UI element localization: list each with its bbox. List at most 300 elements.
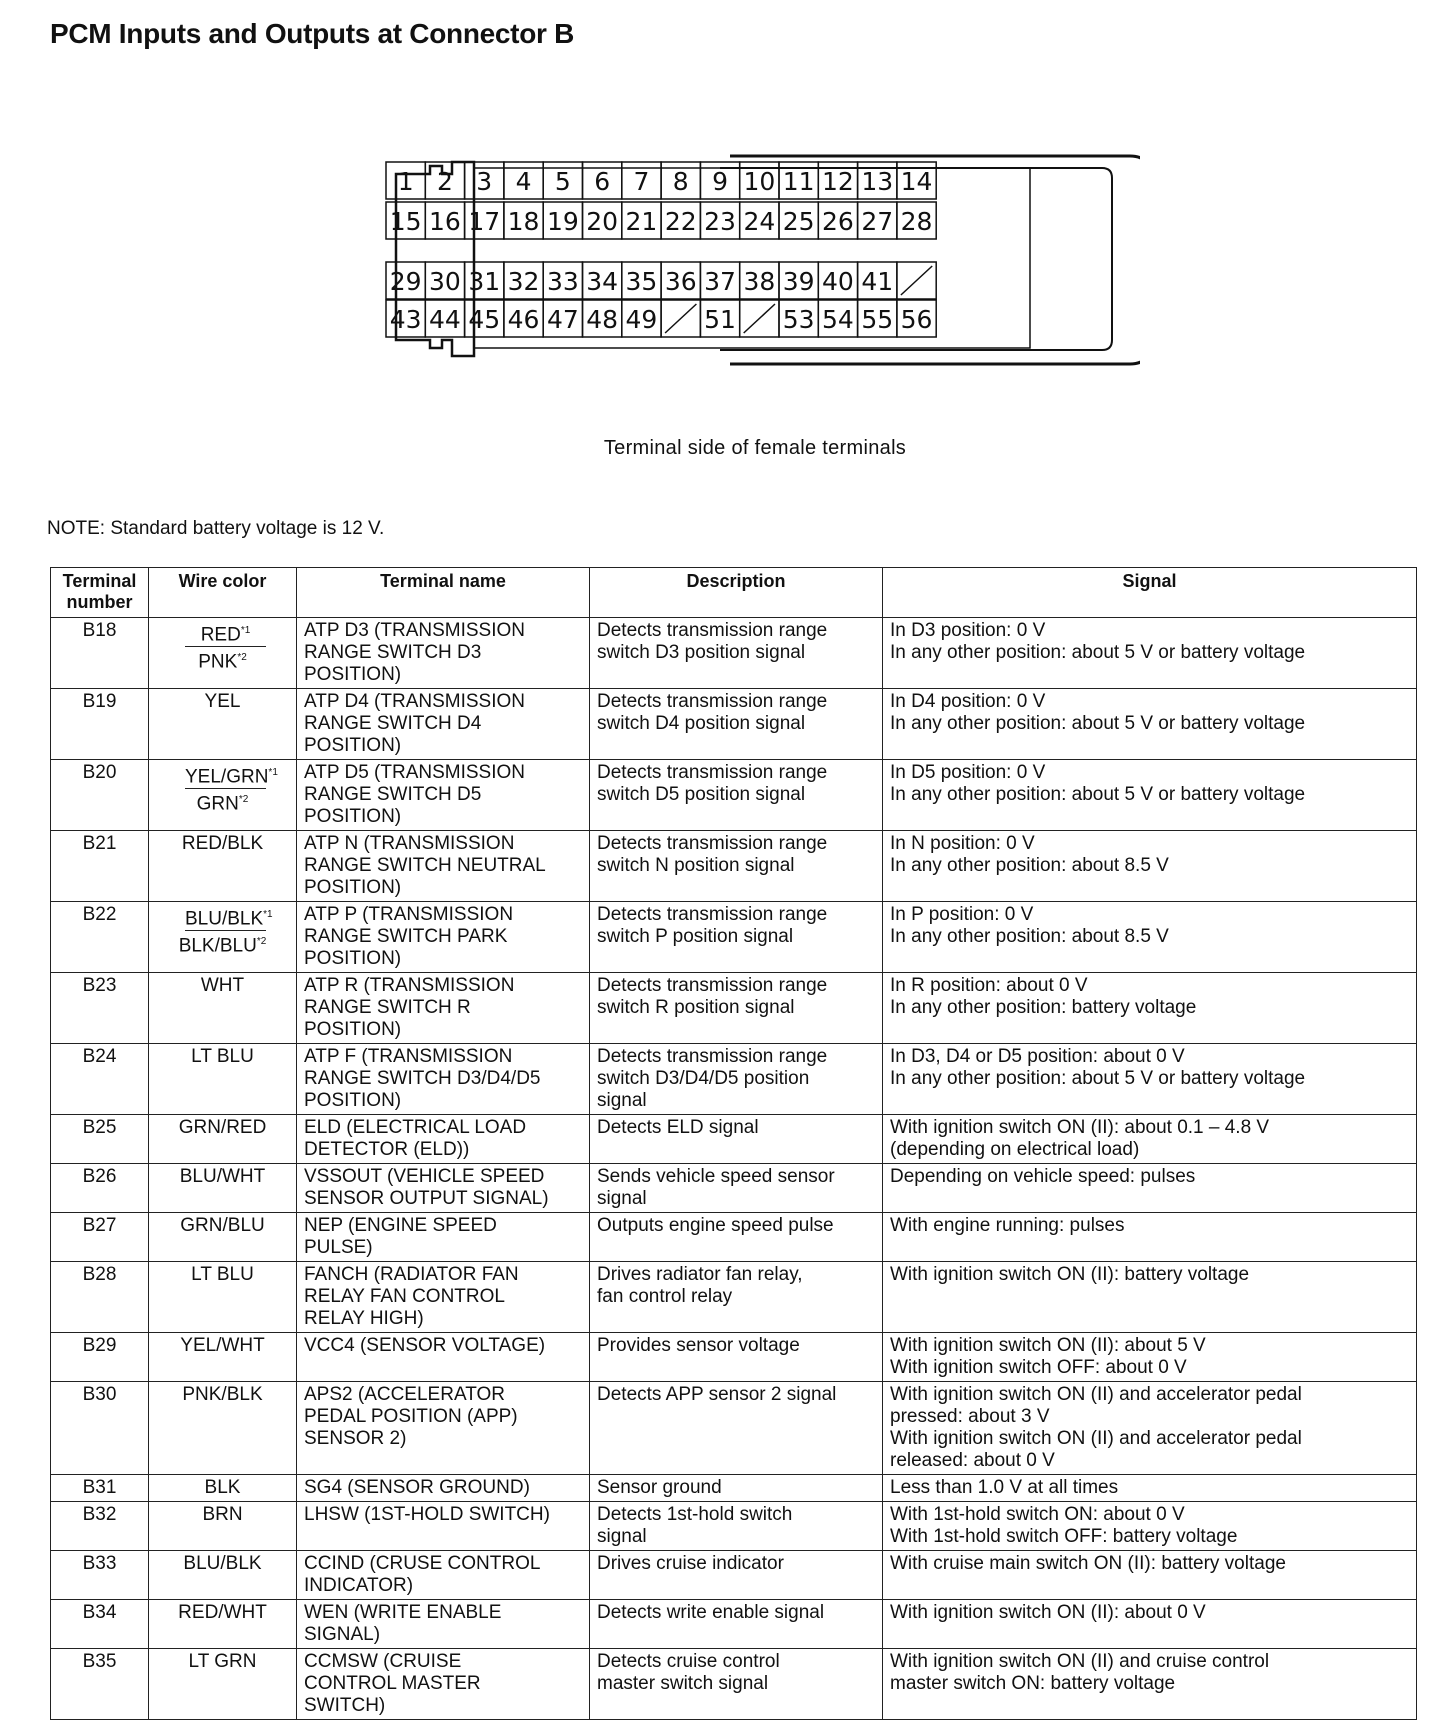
unused-cell-slash	[744, 304, 775, 333]
table-row	[51, 1502, 1417, 1551]
terminal-number: B19	[51, 689, 149, 760]
terminal-name-line: RANGE SWITCH R	[304, 997, 471, 1018]
terminal-name-line: INDICATOR)	[304, 1575, 414, 1596]
terminal-name-line: VSSOUT (VEHICLE SPEED	[304, 1166, 545, 1187]
signal	[883, 1382, 1417, 1475]
connector-cell-47	[543, 300, 582, 337]
table-row	[51, 1262, 1417, 1333]
header-wire-color: Wire color	[149, 568, 297, 618]
terminal-number: B28	[51, 1262, 149, 1333]
wire-color-text: LT GRN	[188, 1651, 257, 1672]
table-row	[51, 1115, 1417, 1164]
wire-color-text: RED	[200, 624, 241, 646]
wire-color-text: BLK	[204, 1477, 241, 1498]
connector-cell-label: 21	[625, 207, 658, 236]
description-line: switch P position signal	[597, 926, 794, 947]
signal	[883, 1164, 1417, 1213]
connector-cell-18	[504, 202, 543, 239]
connector-cell-32	[504, 262, 543, 299]
terminal-number: B27	[51, 1213, 149, 1262]
signal-line: With ignition switch ON (II) and accelerator pedal	[890, 1428, 1302, 1449]
terminal-name	[297, 1382, 590, 1475]
connector-cell-label: 55	[861, 305, 894, 334]
connector-cell-empty	[661, 300, 700, 337]
wire-color-cell	[149, 1213, 297, 1262]
wire-color	[185, 762, 278, 789]
connector-cell-37	[700, 262, 739, 299]
description-line: Drives radiator fan relay,	[597, 1264, 803, 1285]
terminal-name-line: POSITION)	[304, 735, 402, 756]
signal-line: master switch ON: battery voltage	[890, 1673, 1176, 1694]
table-row	[51, 689, 1417, 760]
wire-color-cell	[149, 973, 297, 1044]
connector-cell-label: 27	[861, 207, 894, 236]
terminal-number: B24	[51, 1044, 149, 1115]
terminal-name-line: POSITION)	[304, 806, 402, 827]
connector-cell-label: 38	[743, 267, 776, 296]
signal	[883, 1600, 1417, 1649]
terminal-name-line: POSITION)	[304, 1019, 402, 1040]
terminal-name-line: ATP P (TRANSMISSION	[304, 904, 514, 925]
connector-cell-label: 8	[672, 167, 689, 196]
description	[590, 1475, 883, 1502]
table-row	[51, 1475, 1417, 1502]
wire-color-cell	[149, 689, 297, 760]
connector-cell-label: 15	[389, 207, 422, 236]
connector-cell-label: 34	[586, 267, 619, 296]
terminal-number: B31	[51, 1475, 149, 1502]
terminal-name	[297, 760, 590, 831]
signal	[883, 1502, 1417, 1551]
signal	[883, 902, 1417, 973]
terminal-name-line: SIGNAL)	[304, 1624, 381, 1645]
signal-line: (depending on electrical load)	[890, 1139, 1140, 1160]
connector-cell-label: 30	[429, 267, 461, 296]
header-terminal-line1: Terminal	[62, 571, 137, 591]
wire-color-text: RED/BLK	[181, 833, 264, 854]
wire-color	[185, 904, 273, 931]
terminal-number: B34	[51, 1600, 149, 1649]
unused-cell-slash	[901, 266, 932, 295]
description-line: Outputs engine speed pulse	[597, 1215, 834, 1236]
wire-color	[151, 931, 294, 957]
connector-cell-27	[858, 202, 897, 239]
wire-color	[151, 1477, 294, 1499]
table-row	[51, 1044, 1417, 1115]
terminal-name	[297, 1115, 590, 1164]
description-line: switch D5 position signal	[597, 784, 806, 805]
connector-cell-22	[661, 202, 700, 239]
table-row	[51, 1333, 1417, 1382]
description-line: Sensor ground	[597, 1477, 722, 1498]
wire-color	[151, 1651, 294, 1673]
signal-line: In D3 position: 0 V	[890, 620, 1046, 641]
connector-cell-28	[897, 202, 936, 239]
connector-cell-label: 18	[507, 207, 540, 236]
wire-color	[185, 620, 266, 647]
terminal-name-line: NEP (ENGINE SPEED	[304, 1215, 497, 1236]
connector-cell-empty	[740, 300, 779, 337]
wire-color-cell	[149, 902, 297, 973]
terminal-name	[297, 1262, 590, 1333]
wire-color-cell	[149, 831, 297, 902]
connector-cell-53	[779, 300, 818, 337]
connector-cell-11	[779, 162, 818, 199]
signal-line: In any other position: about 5 V or battery voltage	[890, 713, 1306, 734]
signal	[883, 1551, 1417, 1600]
terminal-name-line: POSITION)	[304, 877, 402, 898]
battery-note: NOTE: Standard battery voltage is 12 V.	[47, 518, 385, 539]
terminal-name-line: RANGE SWITCH PARK	[304, 926, 508, 947]
wire-color	[151, 833, 294, 855]
terminal-name-line: POSITION)	[304, 948, 402, 969]
connector-cell-33	[543, 262, 582, 299]
wire-color	[151, 647, 294, 673]
connector-cell-label: 40	[822, 267, 854, 296]
terminal-name-line: SENSOR 2)	[304, 1428, 407, 1449]
wire-footnote: *2	[237, 652, 247, 664]
wire-footnote: *2	[256, 936, 267, 948]
description-line: Sends vehicle speed sensor	[597, 1166, 835, 1187]
connector-cell-label: 2	[436, 167, 453, 196]
wire-color	[151, 1384, 294, 1406]
signal-line: In D5 position: 0 V	[890, 762, 1046, 783]
connector-cell-label: 28	[900, 207, 933, 236]
description-line: switch D4 position signal	[597, 713, 806, 734]
connector-cell-12	[818, 162, 857, 199]
terminal-name	[297, 1475, 590, 1502]
signal-line: With ignition switch ON (II): battery voltage	[890, 1264, 1250, 1285]
connector-cell-54	[818, 300, 857, 337]
wire-footnote: *1	[268, 767, 278, 778]
signal-line: With ignition switch ON (II) and accelerator pedal	[890, 1384, 1302, 1405]
wire-color-text: LT BLU	[191, 1264, 254, 1285]
terminal-number: B35	[51, 1649, 149, 1720]
description-line: Drives cruise indicator	[597, 1553, 784, 1574]
connector-cell-label: 17	[468, 207, 501, 236]
table-row	[51, 973, 1417, 1044]
signal	[883, 1649, 1417, 1720]
terminal-name-line: CONTROL MASTER	[304, 1673, 481, 1694]
wire-color-cell	[149, 618, 297, 689]
terminal-name	[297, 831, 590, 902]
connector-cell-14	[897, 162, 936, 199]
description-line: Detects transmission range	[597, 833, 828, 854]
terminal-name-line: RANGE SWITCH D5	[304, 784, 482, 805]
description-line: signal	[597, 1188, 647, 1209]
signal-line: In any other position: about 8.5 V	[890, 926, 1169, 947]
signal-line: With 1st-hold switch OFF: battery voltage	[890, 1526, 1238, 1547]
connector-cell-48	[583, 300, 622, 337]
wire-color-text: RED/WHT	[178, 1602, 267, 1623]
terminal-name-line: RANGE SWITCH NEUTRAL	[304, 855, 546, 876]
wire-color-cell	[149, 1164, 297, 1213]
description	[590, 1333, 883, 1382]
terminal-name-line: WEN (WRITE ENABLE	[304, 1602, 502, 1623]
signal	[883, 1475, 1417, 1502]
connector-cell-label: 49	[625, 305, 658, 334]
connector-cell-label: 26	[822, 207, 854, 236]
description-line: switch D3 position signal	[597, 642, 806, 663]
description	[590, 1262, 883, 1333]
terminal-name-line: FANCH (RADIATOR FAN	[304, 1264, 519, 1285]
terminal-name-line: DETECTOR (ELD))	[304, 1139, 470, 1160]
description	[590, 689, 883, 760]
connector-cell-label: 9	[712, 167, 729, 196]
connector-cell-label: 33	[546, 267, 579, 296]
header-terminal-line2: number	[66, 592, 133, 612]
terminal-name	[297, 1213, 590, 1262]
table-header-row	[51, 568, 1417, 618]
description	[590, 1551, 883, 1600]
terminal-number: B30	[51, 1382, 149, 1475]
wire-color-text: LT BLU	[191, 1046, 254, 1067]
wire-color	[151, 1046, 294, 1068]
connector-cell-label: 4	[515, 167, 532, 196]
connector-cell-label: 32	[507, 267, 540, 296]
terminal-number: B33	[51, 1551, 149, 1600]
wire-color	[151, 1602, 294, 1624]
signal-line: With cruise main switch ON (II): battery voltage	[890, 1553, 1286, 1574]
terminal-name	[297, 689, 590, 760]
terminal-number: B23	[51, 973, 149, 1044]
signal-line: With engine running: pulses	[890, 1215, 1125, 1236]
wire-color	[151, 691, 294, 713]
connector-cell-39	[779, 262, 818, 299]
signal-line: In any other position: about 5 V or battery voltage	[890, 642, 1306, 663]
connector-cell-29	[386, 262, 425, 299]
description	[590, 973, 883, 1044]
wire-color	[151, 1215, 294, 1237]
signal-line: released: about 0 V	[890, 1450, 1055, 1471]
connector-cell-16	[425, 202, 464, 239]
terminal-name-line: ATP D5 (TRANSMISSION	[304, 762, 525, 783]
terminal-name	[297, 1502, 590, 1551]
signal-line: In R position: about 0 V	[890, 975, 1088, 996]
description	[590, 1115, 883, 1164]
connector-cell-label: 14	[900, 167, 933, 196]
terminal-name-line: CCMSW (CRUISE	[304, 1651, 462, 1672]
wire-color	[151, 1264, 294, 1286]
wire-color-cell	[149, 1044, 297, 1115]
wire-color-cell	[149, 1649, 297, 1720]
terminal-number: B21	[51, 831, 149, 902]
signal-line: With ignition switch OFF: about 0 V	[890, 1357, 1187, 1378]
signal	[883, 689, 1417, 760]
description-line: Detects 1st-hold switch	[597, 1504, 793, 1525]
terminal-name-line: RANGE SWITCH D4	[304, 713, 482, 734]
connector-cell-label: 25	[782, 207, 815, 236]
connector-cell-44	[425, 300, 464, 337]
connector-cell-label: 19	[546, 207, 579, 236]
wire-color-cell	[149, 1551, 297, 1600]
terminal-name-line: SG4 (SENSOR GROUND)	[304, 1477, 530, 1498]
table-row	[51, 1213, 1417, 1262]
description	[590, 618, 883, 689]
connector-cell-40	[818, 262, 857, 299]
wire-color-text: GRN/BLU	[180, 1215, 265, 1236]
table-body	[51, 618, 1417, 1720]
wire-color-cell	[149, 1502, 297, 1551]
table-row	[51, 902, 1417, 973]
signal-line: In N position: 0 V	[890, 833, 1035, 854]
connector-cell-30	[425, 262, 464, 299]
terminal-name-line: ATP R (TRANSMISSION	[304, 975, 515, 996]
signal-line: Depending on vehicle speed: pulses	[890, 1166, 1196, 1187]
terminal-name	[297, 1044, 590, 1115]
signal-line: In D4 position: 0 V	[890, 691, 1046, 712]
connector-cell-46	[504, 300, 543, 337]
terminal-name-line: PULSE)	[304, 1237, 373, 1258]
signal-line: With ignition switch ON (II): about 0.1 – 4.8 V	[890, 1117, 1270, 1138]
description-line: switch N position signal	[597, 855, 795, 876]
signal-line: pressed: about 3 V	[890, 1406, 1050, 1427]
connector-cell-label: 29	[389, 267, 422, 296]
wire-color-text: PNK	[198, 651, 238, 673]
wire-color-cell	[149, 1382, 297, 1475]
description	[590, 1382, 883, 1475]
signal-line: In any other position: about 5 V or battery voltage	[890, 1068, 1306, 1089]
connector-cell-label: 48	[586, 305, 619, 334]
terminal-name-line: ATP D3 (TRANSMISSION	[304, 620, 525, 641]
terminal-name	[297, 1551, 590, 1600]
connector-cell-label: 22	[664, 207, 697, 236]
description	[590, 1044, 883, 1115]
page-title: PCM Inputs and Outputs at Connector B	[50, 18, 574, 49]
header-terminal-name: Terminal name	[297, 568, 590, 618]
description-line: Detects APP sensor 2 signal	[597, 1384, 837, 1405]
terminal-name-line: ATP D4 (TRANSMISSION	[304, 691, 525, 712]
description	[590, 760, 883, 831]
description	[590, 1502, 883, 1551]
unused-cell-slash	[665, 304, 696, 333]
wire-color	[151, 975, 294, 997]
connector-cell-31	[465, 262, 504, 299]
connector-cell-label: 39	[782, 267, 815, 296]
connector-cell-label: 36	[664, 267, 697, 296]
wire-color-text: YEL/GRN	[185, 766, 269, 788]
connector-cell-26	[818, 202, 857, 239]
wire-color	[151, 789, 294, 815]
wire-color-cell	[149, 1475, 297, 1502]
wire-color-cell	[149, 1262, 297, 1333]
description	[590, 831, 883, 902]
table-row	[51, 831, 1417, 902]
terminal-name-line: POSITION)	[304, 664, 402, 685]
wire-color	[151, 1117, 294, 1139]
connector-cell-label: 3	[476, 167, 493, 196]
signal	[883, 1262, 1417, 1333]
description-line: Detects transmission range	[597, 691, 828, 712]
signal-line: With ignition switch ON (II): about 0 V	[890, 1602, 1206, 1623]
connector-cell-23	[700, 202, 739, 239]
description-line: Detects transmission range	[597, 975, 828, 996]
signal-line: Less than 1.0 V at all times	[890, 1477, 1119, 1498]
connector-diagram	[340, 150, 1140, 390]
connector-cell-label: 53	[782, 305, 815, 334]
terminal-name-line: APS2 (ACCELERATOR	[304, 1384, 505, 1405]
connector-cell-label: 12	[822, 167, 854, 196]
description-line: Detects transmission range	[597, 904, 828, 925]
wire-color-text: GRN	[196, 793, 239, 815]
terminal-name-line: LHSW (1ST-HOLD SWITCH)	[304, 1504, 550, 1525]
connector-cell-label: 47	[546, 305, 579, 334]
wire-color-cell	[149, 1333, 297, 1382]
description-line: Provides sensor voltage	[597, 1335, 800, 1356]
wire-color-text: PNK/BLK	[182, 1384, 263, 1405]
connector-cell-label: 11	[782, 167, 815, 196]
terminal-name-line: ATP F (TRANSMISSION	[304, 1046, 513, 1067]
connector-cell-label: 41	[861, 267, 894, 296]
wire-color-text: BRN	[202, 1504, 243, 1525]
wire-footnote: *1	[263, 909, 273, 920]
connector-cell-49	[622, 300, 661, 337]
table-row	[51, 1164, 1417, 1213]
header-description: Description	[590, 568, 883, 618]
connector-cell-label: 51	[704, 305, 736, 334]
connector-cell-label: 1	[397, 167, 414, 196]
description-line: master switch signal	[597, 1673, 769, 1694]
connector-cell-17	[465, 202, 504, 239]
wire-color-text: GRN/RED	[178, 1117, 267, 1138]
connector-caption: Terminal side of female terminals	[603, 437, 907, 459]
wire-color-text: WHT	[200, 975, 245, 996]
wire-color-text: BLK/BLU	[178, 935, 257, 957]
terminal-name-line: RELAY FAN CONTROL	[304, 1286, 505, 1307]
connector-cell-25	[779, 202, 818, 239]
connector-cell-label: 5	[554, 167, 571, 196]
description-line: Detects cruise control	[597, 1651, 780, 1672]
terminal-table-wrap	[50, 567, 1416, 1720]
connector-cell-13	[858, 162, 897, 199]
connector-cell-45	[465, 300, 504, 337]
description-line: Detects transmission range	[597, 1046, 828, 1067]
description	[590, 1213, 883, 1262]
terminal-table	[50, 567, 1417, 1720]
terminal-name	[297, 1649, 590, 1720]
wire-color	[151, 1166, 294, 1188]
description	[590, 902, 883, 973]
connector-cell-label: 10	[743, 167, 776, 196]
table-row	[51, 1649, 1417, 1720]
connector-cell-label: 45	[468, 305, 501, 334]
signal	[883, 1044, 1417, 1115]
terminal-name-line: CCIND (CRUSE CONTROL	[304, 1553, 541, 1574]
table-row	[51, 1551, 1417, 1600]
terminal-number: B32	[51, 1502, 149, 1551]
terminal-number: B22	[51, 902, 149, 973]
table-row	[51, 1382, 1417, 1475]
terminal-name-line: SWITCH)	[304, 1695, 386, 1716]
connector-cell-empty	[897, 262, 936, 299]
table-row	[51, 1600, 1417, 1649]
description-line: Detects write enable signal	[597, 1602, 825, 1623]
signal-line: With 1st-hold switch ON: about 0 V	[890, 1504, 1185, 1525]
signal	[883, 1213, 1417, 1262]
terminal-name-line: SENSOR OUTPUT SIGNAL)	[304, 1188, 549, 1209]
terminal-name-line: VCC4 (SENSOR VOLTAGE)	[304, 1335, 546, 1356]
connector-cell-label: 20	[586, 207, 619, 236]
table-row	[51, 618, 1417, 689]
wire-color	[151, 1335, 294, 1357]
description	[590, 1164, 883, 1213]
connector-cell-15	[386, 202, 425, 239]
connector-cell-43	[386, 300, 425, 337]
connector-cell-label: 37	[704, 267, 736, 296]
wire-color	[151, 1504, 294, 1526]
table-row	[51, 760, 1417, 831]
connector-cell-label: 56	[900, 305, 933, 334]
